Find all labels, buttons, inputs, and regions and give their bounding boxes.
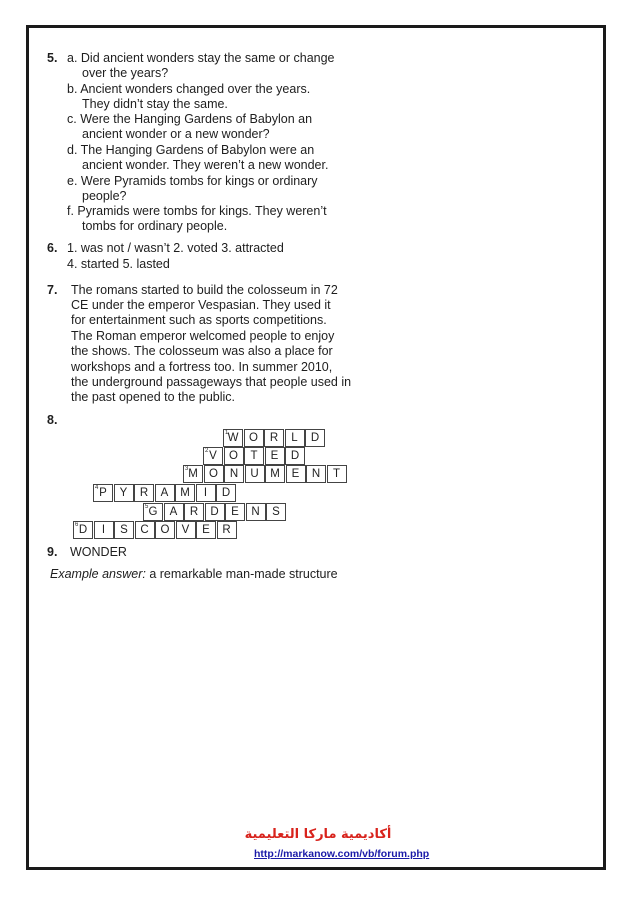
q5-b-line1: b. Ancient wonders changed over the years. [67, 82, 311, 96]
q5-a-line2: over the years? [82, 66, 169, 80]
crossword-cell: I [196, 484, 216, 502]
crossword-cell: O [224, 447, 244, 465]
crossword-cell: W [223, 429, 243, 447]
crossword-clue-number: 3 [185, 466, 189, 472]
crossword-cell: I [94, 521, 114, 539]
crossword-cell: M [175, 484, 195, 502]
crossword-cell: T [327, 465, 347, 483]
crossword-cell: A [155, 484, 175, 502]
q5-e-line1: e. Were Pyramids tombs for kings or ordinary [67, 174, 318, 188]
crossword-cell: N [246, 503, 266, 521]
crossword-cell: Y [114, 484, 134, 502]
crossword-cell: N [306, 465, 326, 483]
q5-a-line1: a. Did ancient wonders stay the same or change [67, 51, 335, 65]
crossword-clue-number: 2 [205, 448, 209, 454]
q9-answer: WONDER [70, 545, 127, 559]
crossword-cell: G [143, 503, 163, 521]
crossword-cell: D [205, 503, 225, 521]
question-5-number: 5. [47, 51, 58, 65]
crossword-cell: V [203, 447, 223, 465]
crossword-clue-number: 6 [75, 522, 79, 528]
crossword-cell: V [176, 521, 196, 539]
crossword-cell: U [245, 465, 265, 483]
footer-academy-name: أكاديمية ماركا التعليمية [244, 827, 392, 842]
crossword-cell: R [217, 521, 237, 539]
crossword-cell: S [114, 521, 134, 539]
q5-f-line1: f. Pyramids were tombs for kings. They weren’t [67, 204, 327, 218]
crossword-clue-number: 4 [95, 485, 99, 491]
q5-d-line2: ancient wonder. They weren’t a new wonder. [82, 158, 329, 172]
crossword-cell: N [224, 465, 244, 483]
crossword-cell: E [265, 447, 285, 465]
crossword-cell: O [155, 521, 175, 539]
crossword-cell: C [135, 521, 155, 539]
example-label: Example answer: [50, 567, 146, 581]
q7-line: The Roman emperor welcomed people to enjoy [71, 329, 335, 343]
question-7-number: 7. [47, 283, 58, 297]
crossword-cell: D [73, 521, 93, 539]
crossword-clue-number: 5 [145, 504, 149, 510]
question-9-number: 9. [47, 545, 58, 559]
crossword-cell: A [164, 503, 184, 521]
q7-line: The romans started to build the colosseum in 72 [71, 283, 338, 297]
crossword-cell: D [305, 429, 325, 447]
question-8-number: 8. [47, 413, 58, 427]
crossword-cell: E [286, 465, 306, 483]
example-text: a remarkable man-made structure [145, 567, 338, 581]
crossword-cell: D [216, 484, 236, 502]
q5-c-line1: c. Were the Hanging Gardens of Babylon an [67, 112, 313, 126]
crossword-cell: O [244, 429, 264, 447]
q7-line: the past opened to the public. [71, 390, 236, 404]
question-6-number: 6. [47, 241, 58, 255]
q5-b-line2: They didn’t stay the same. [82, 97, 228, 111]
q7-line: the underground passageways that people used in [71, 375, 352, 389]
crossword-cell: E [196, 521, 216, 539]
q5-c-line2: ancient wonder or a new wonder? [82, 127, 270, 141]
q7-line: CE under the emperor Vespasian. They used it [71, 298, 331, 312]
q5-f-line2: tombs for ordinary people. [82, 219, 228, 233]
crossword-cell: M [183, 465, 203, 483]
crossword-cell: E [225, 503, 245, 521]
crossword-clue-number: 1 [225, 430, 229, 436]
q6-line1: 1. was not / wasn’t 2. voted 3. attracted [67, 241, 284, 255]
crossword-cell: S [266, 503, 286, 521]
crossword-cell: D [285, 447, 305, 465]
q7-line: workshops and a fortress too. In summer 2010, [71, 360, 333, 374]
crossword-cell: T [244, 447, 264, 465]
crossword-cell: O [204, 465, 224, 483]
crossword-cell: R [184, 503, 204, 521]
crossword-cell: L [285, 429, 305, 447]
crossword-cell: R [134, 484, 154, 502]
q7-line: the shows. The colosseum was also a place for [71, 344, 333, 358]
q5-d-line1: d. The Hanging Gardens of Babylon were an [67, 143, 315, 157]
q6-line2: 4. started 5. lasted [67, 257, 170, 271]
q7-line: for entertainment such as sports competitions. [71, 313, 327, 327]
crossword-cell: R [264, 429, 284, 447]
crossword-cell: P [93, 484, 113, 502]
crossword-cell: M [265, 465, 285, 483]
q5-e-line2: people? [82, 189, 127, 203]
footer-forum-link[interactable]: http://markanow.com/vb/forum.php [254, 848, 430, 860]
q9-example [50, 567, 338, 583]
